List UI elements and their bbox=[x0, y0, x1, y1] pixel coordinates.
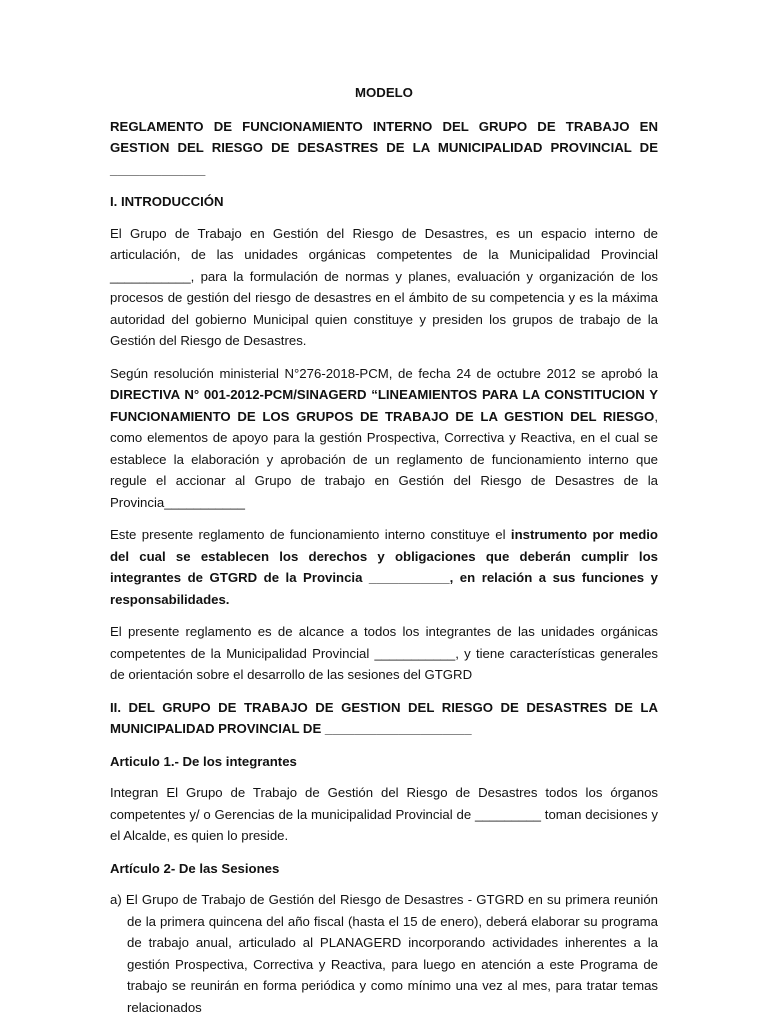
paragraph-2 bbox=[110, 363, 658, 514]
document-title: MODELO bbox=[355, 85, 413, 100]
document-page bbox=[110, 82, 658, 1018]
section-heading-grupo: II. DEL GRUPO DE TRABAJO DE GESTION DEL RIESGO DE DESASTRES DE LA MUNICIPALIDAD PROVINCIAL DE ____________________ bbox=[110, 699, 658, 736]
paragraph-2-directiva: DIRECTIVA N° 001-2012-PCM/SINAGERD “LINEAMIENTOS PARA LA CONSTITUCION Y FUNCIONAMIENTO DE LOS GRUPOS DE TRABAJO DE LA GESTION DEL RIESGO bbox=[110, 387, 658, 424]
paragraph-3-bold: instrumento por medio del cual se establecen los derechos y obligaciones que deberán cumplir los integrantes de GTGRD de la Provincia ___________, en relación a sus funciones y responsabilidades. bbox=[110, 527, 658, 607]
paragraph-2-rest: , como elementos de apoyo para la gestión Prospectiva, Correctiva y Reactiva, en el cual se establece la elaboración y aprobación de un reglamento de funcionamiento interno que regule el accionar al Grupo de trabajo en Gestión del Riesgo de Desastres de la Provincia___________ bbox=[110, 408, 658, 510]
article-2-title: Artículo 2- De las Sesiones bbox=[110, 860, 280, 876]
article-2-item-a: a) El Grupo de Trabajo de Gestión del Riesgo de Desastres - GTGRD en su primera reunión de la primera quincena del año fiscal (hasta el 15 de enero), deberá elaborar su programa de trabajo anual, articulado al PLANAGERD incorporando actividades inherentes a la gestión Prospectiva, Correctiva y Reactiva, para luego en atención a este Programa de trabajo se reunirán en forma periódica y como mínimo una vez al mes, para tratar temas relacionados bbox=[110, 892, 658, 1015]
article-1-title: Articulo 1.- De los integrantes bbox=[110, 753, 297, 769]
article-1-text: Integran El Grupo de Trabajo de Gestión del Riesgo de Desastres todos los órganos competentes y/ o Gerencias de la municipalidad Provincial de _________ toman decisiones y el Alcalde, es quien lo preside. bbox=[110, 785, 658, 843]
section-heading-introduccion: I. INTRODUCCIÓN bbox=[110, 194, 224, 209]
paragraph-1: El Grupo de Trabajo en Gestión del Riesgo de Desastres, es un espacio interno de articulación, de las unidades orgánicas competentes de la Municipalidad Provincial ___________, para la formulación de normas y planes, evaluación y organización de los procesos de gestión del riesgo de desastres en el ámbito de su competencia y es la máxima autoridad del gobierno Municipal quien constituye y presiden los grupos de trabajo de la Gestión del Riesgo de Desastres. bbox=[110, 225, 658, 348]
document-subtitle: REGLAMENTO DE FUNCIONAMIENTO INTERNO DEL GRUPO DE TRABAJO EN GESTION DEL RIESGO DE DESASTRES DE LA MUNICIPALIDAD PROVINCIAL DE _____________ bbox=[110, 118, 658, 177]
paragraph-3-intro: Este presente reglamento de funcionamiento interno constituye el bbox=[110, 527, 511, 542]
paragraph-3 bbox=[110, 524, 658, 610]
paragraph-2-intro: Según resolución ministerial N°276-2018-PCM, de fecha 24 de octubre 2012 se aprobó la bbox=[110, 365, 658, 381]
paragraph-4: El presente reglamento es de alcance a todos los integrantes de las unidades orgánicas competentes de la Municipalidad Provincial ___________, y tiene características generales de orientación sobre el desarrollo de las sesiones del GTGRD bbox=[110, 624, 658, 682]
